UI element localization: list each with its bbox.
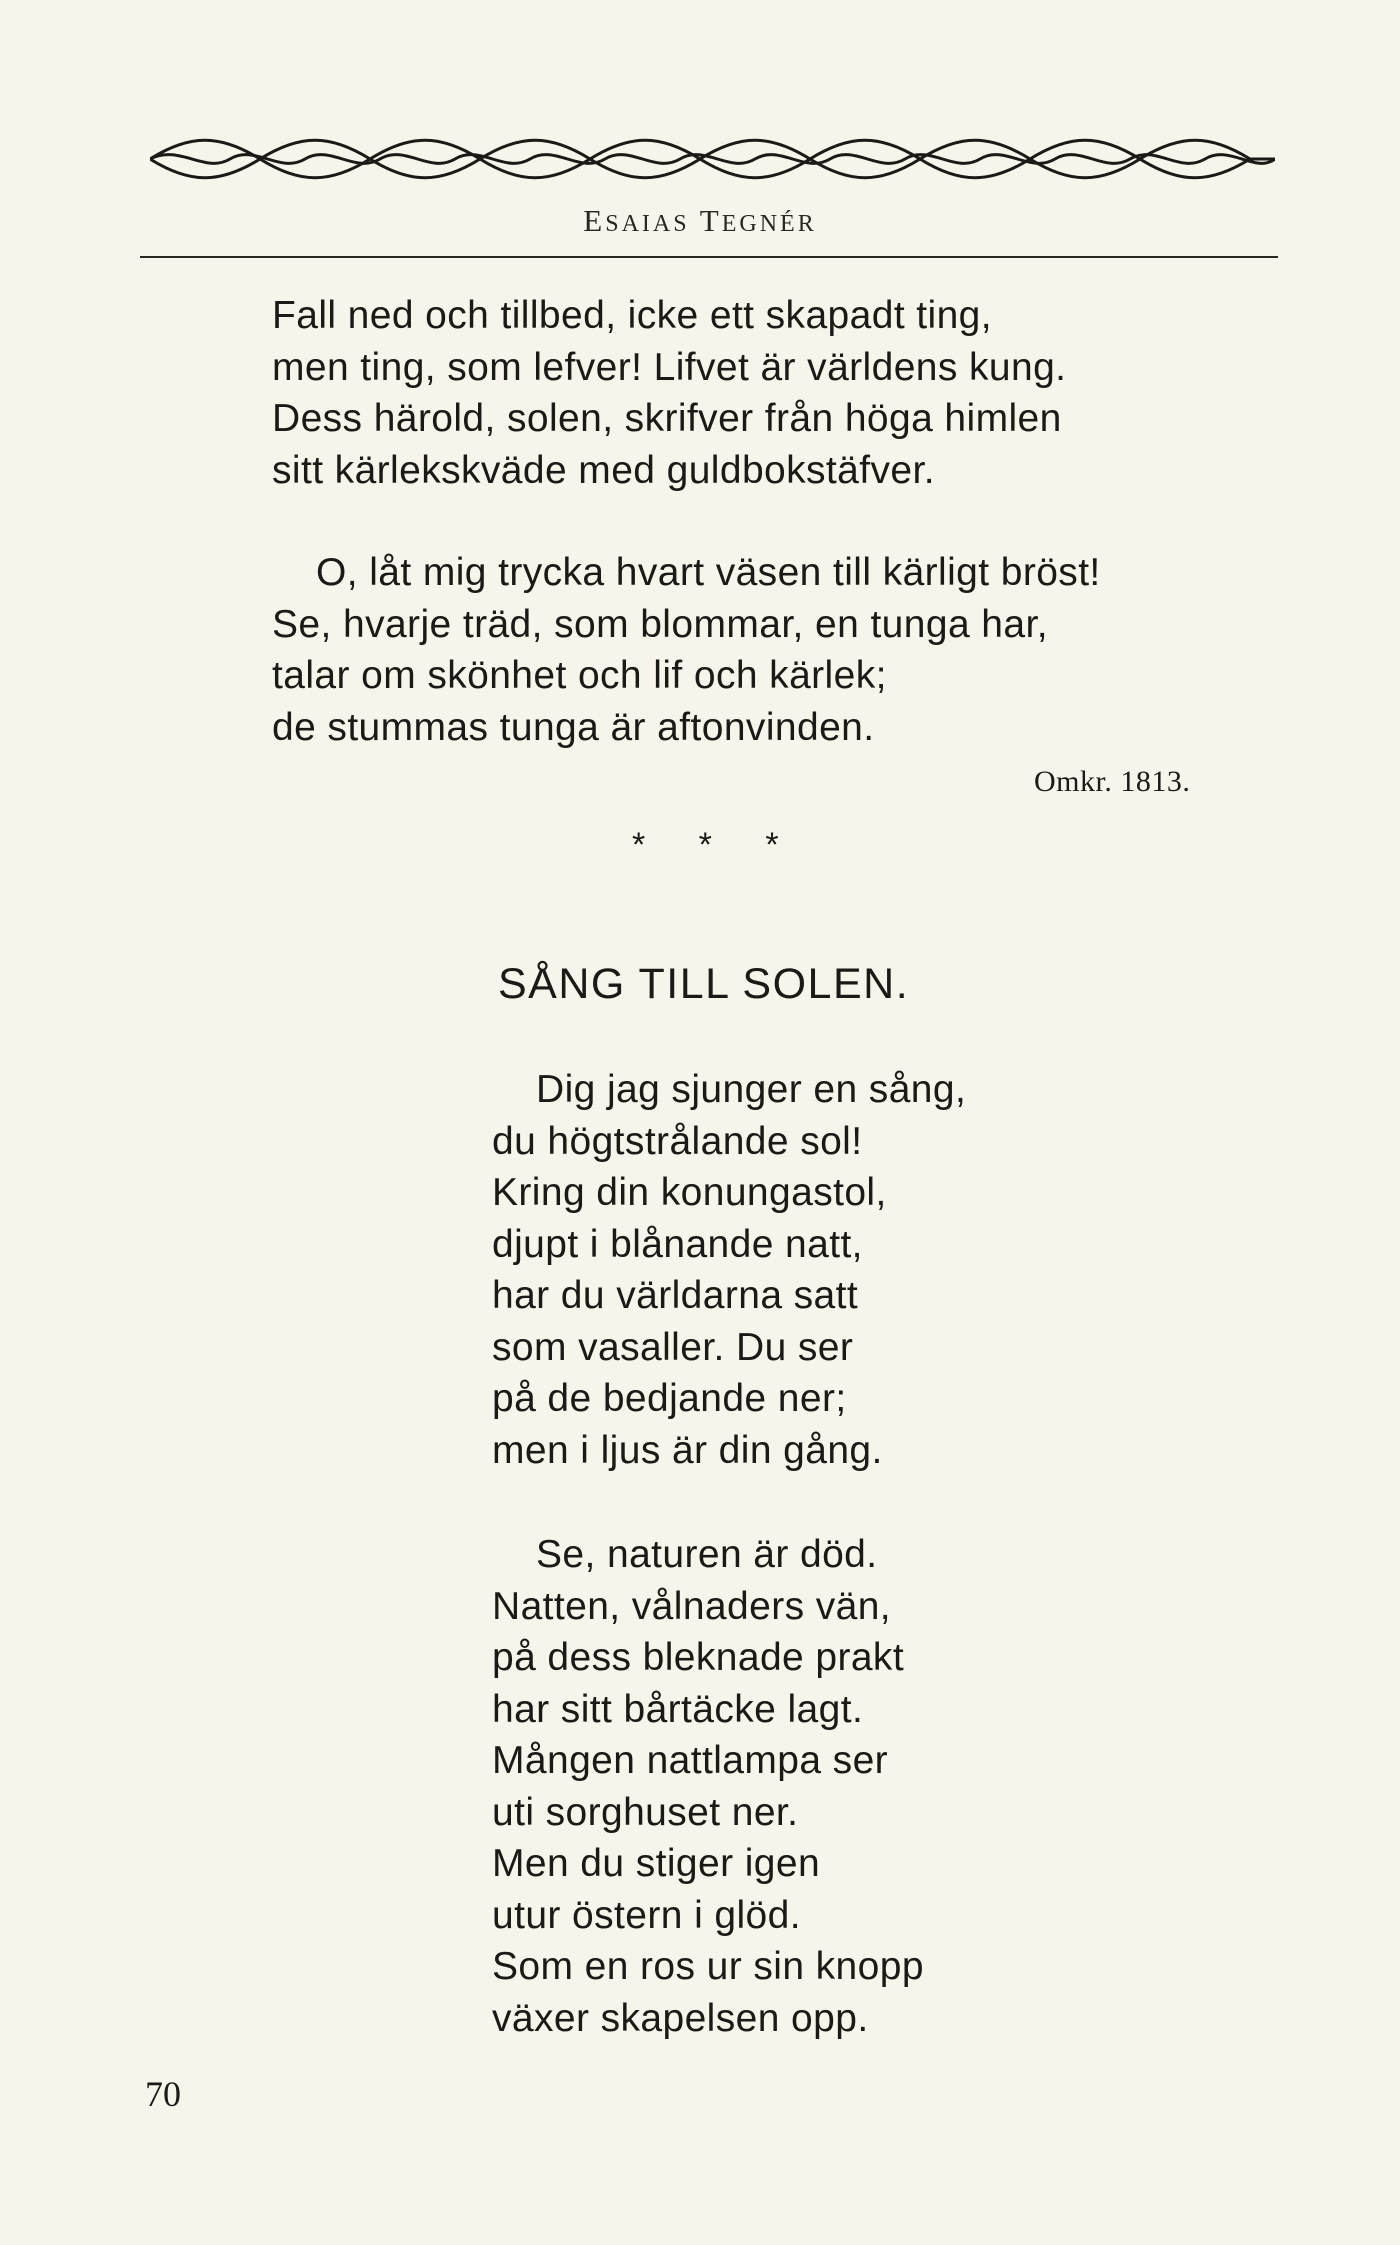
verse-line: Dess härold, solen, skrifver från höga himlen	[272, 397, 1062, 440]
verse-line: talar om skönhet och lif och kärlek;	[272, 654, 887, 697]
verse-line: utur östern i glöd.	[492, 1893, 801, 1937]
header-rule	[140, 256, 1278, 258]
verse-line: uti sorghuset ner.	[492, 1790, 799, 1834]
verse-line: O, låt mig trycka hvart väsen till kärligt bröst!	[316, 551, 1101, 594]
verse-line: Kring din konungastol,	[492, 1171, 887, 1214]
verse-line: Fall ned och tillbed, icke ett skapadt ting,	[272, 294, 992, 337]
verse-line: men ting, som lefver! Lifvet är världens kung.	[272, 345, 1067, 389]
poem-title: SÅNG TILL SOLEN.	[498, 960, 910, 1008]
verse-line: de stummas tunga är aftonvinden.	[272, 705, 875, 749]
verse-line: Men du stiger igen	[492, 1842, 821, 1885]
verse-line: sitt kärlekskväde med guldbokstäfver.	[272, 448, 935, 492]
poem2-stanza2	[492, 1529, 924, 2044]
poem2-stanza1	[492, 1064, 966, 1476]
running-head: ESAIAS TEGNÉR	[583, 203, 817, 238]
poem-date: Omkr. 1813.	[1034, 765, 1191, 798]
poem1-stanza1	[272, 290, 1066, 496]
verse-line: Se, hvarje träd, som blommar, en tunga har,	[272, 602, 1048, 646]
verse-line: har sitt bårtäcke lagt.	[492, 1687, 864, 1731]
braided-ornament-icon	[150, 132, 1275, 186]
section-separator: * * *	[632, 826, 801, 864]
page-number: 70	[145, 2074, 181, 2114]
verse-line: Se, naturen är död.	[536, 1533, 878, 1576]
verse-line: har du världarna satt	[492, 1274, 859, 1317]
verse-line: på de bedjande ner;	[492, 1377, 847, 1420]
verse-line: som vasaller. Du ser	[492, 1325, 854, 1369]
verse-line: Natten, vålnaders vän,	[492, 1584, 892, 1628]
verse-line: men i ljus är din gång.	[492, 1428, 883, 1472]
verse-line: djupt i blånande natt,	[492, 1222, 863, 1266]
verse-line: du högtstrålande sol!	[492, 1119, 863, 1163]
verse-line: Dig jag sjunger en sång,	[536, 1068, 967, 1111]
verse-line: växer skapelsen opp.	[492, 1996, 869, 2040]
poem1-stanza2	[272, 547, 1101, 753]
verse-line: Som en ros ur sin knopp	[492, 1945, 924, 1988]
verse-line: på dess bleknade prakt	[492, 1636, 905, 1679]
verse-line: Mången nattlampa ser	[492, 1739, 889, 1782]
